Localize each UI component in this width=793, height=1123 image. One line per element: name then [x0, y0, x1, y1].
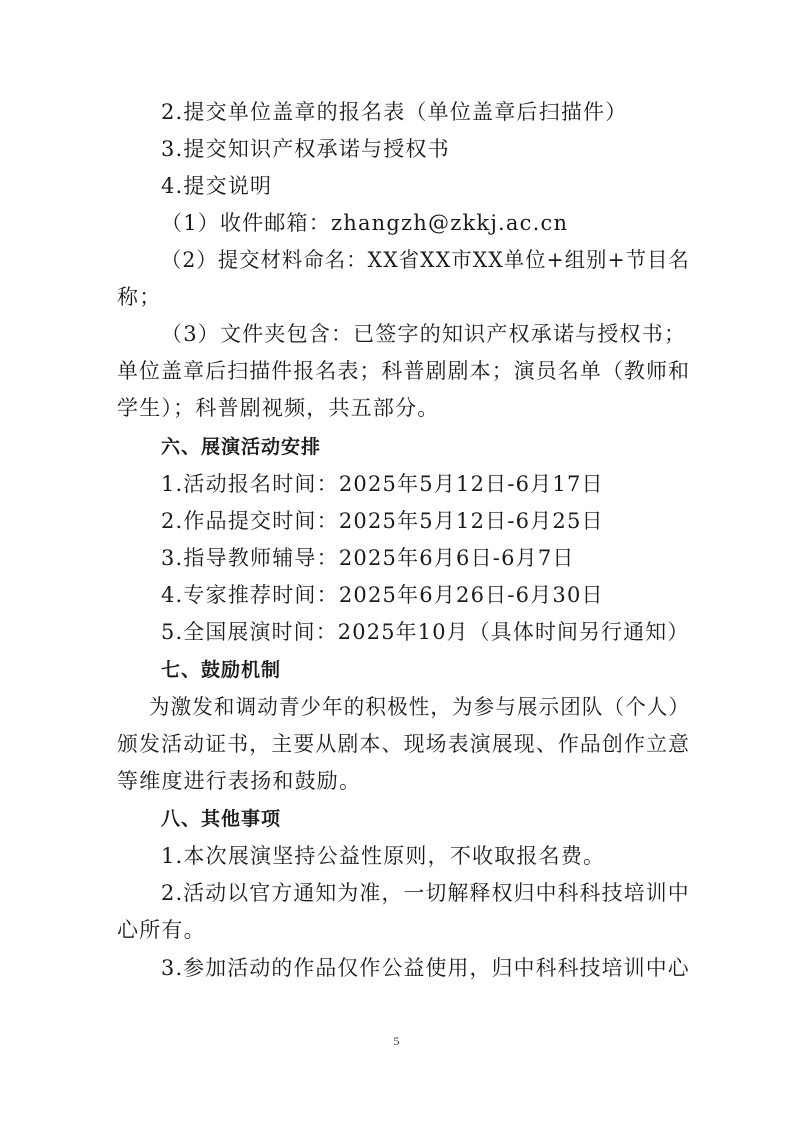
- item-registration-form: 2.提交单位盖章的报名表（单位盖章后扫描件）: [161, 100, 628, 124]
- schedule-expert-review: 4.专家推荐时间：2025年6月26日-6月30日: [161, 583, 604, 607]
- item-ip-commitment: 3.提交知识产权承诺与授权书: [161, 137, 450, 161]
- sub-item-folder-cont-2: 学生）；科普剧视频，共五部分。: [117, 396, 440, 420]
- section-heading-other: 八、其他事项: [161, 808, 282, 830]
- other-item-3: 3.参加活动的作品仅作公益使用，归中科科技培训中心: [161, 956, 690, 980]
- sub-item-folder-cont-1: 单位盖章后扫描件报名表；科普剧剧本；演员名单（教师和: [117, 359, 691, 383]
- sub-item-folder: （3）文件夹包含：已签字的知识产权承诺与授权书；: [161, 322, 687, 346]
- other-item-2: 2.活动以官方通知为准，一切解释权归中科科技培训中: [161, 881, 690, 905]
- incentives-paragraph-line-3: 等维度进行表扬和鼓励。: [117, 769, 362, 793]
- section-heading-schedule: 六、展演活动安排: [161, 436, 322, 458]
- page-number: 5: [393, 1034, 400, 1048]
- schedule-submission: 2.作品提交时间：2025年5月12日-6月25日: [161, 509, 604, 533]
- schedule-national-show: 5.全国展演时间：2025年10月（具体时间另行通知）: [161, 620, 690, 644]
- other-item-2-cont: 心所有。: [117, 918, 206, 942]
- section-heading-incentives: 七、鼓励机制: [161, 659, 282, 681]
- schedule-coaching: 3.指导教师辅导：2025年6月6日-6月7日: [161, 546, 575, 570]
- incentives-paragraph-line-2: 颁发活动证书，主要从剧本、现场表演展现、作品创作立意: [117, 732, 691, 756]
- schedule-registration: 1.活动报名时间：2025年5月12日-6月17日: [161, 472, 604, 496]
- sub-item-naming-cont: 称；: [117, 285, 162, 309]
- other-item-1: 1.本次展演坚持公益性原则，不收取报名费。: [161, 844, 606, 868]
- incentives-paragraph-line-1: 为激发和调动青少年的积极性，为参与展示团队（个人）: [149, 695, 691, 719]
- sub-item-email: （1）收件邮箱：zhangzh@zkkj.ac.cn: [161, 211, 569, 235]
- item-submission-notes: 4.提交说明: [161, 174, 273, 198]
- sub-item-naming: （2）提交材料命名：XX省XX市XX单位+组别+节目名: [161, 248, 690, 272]
